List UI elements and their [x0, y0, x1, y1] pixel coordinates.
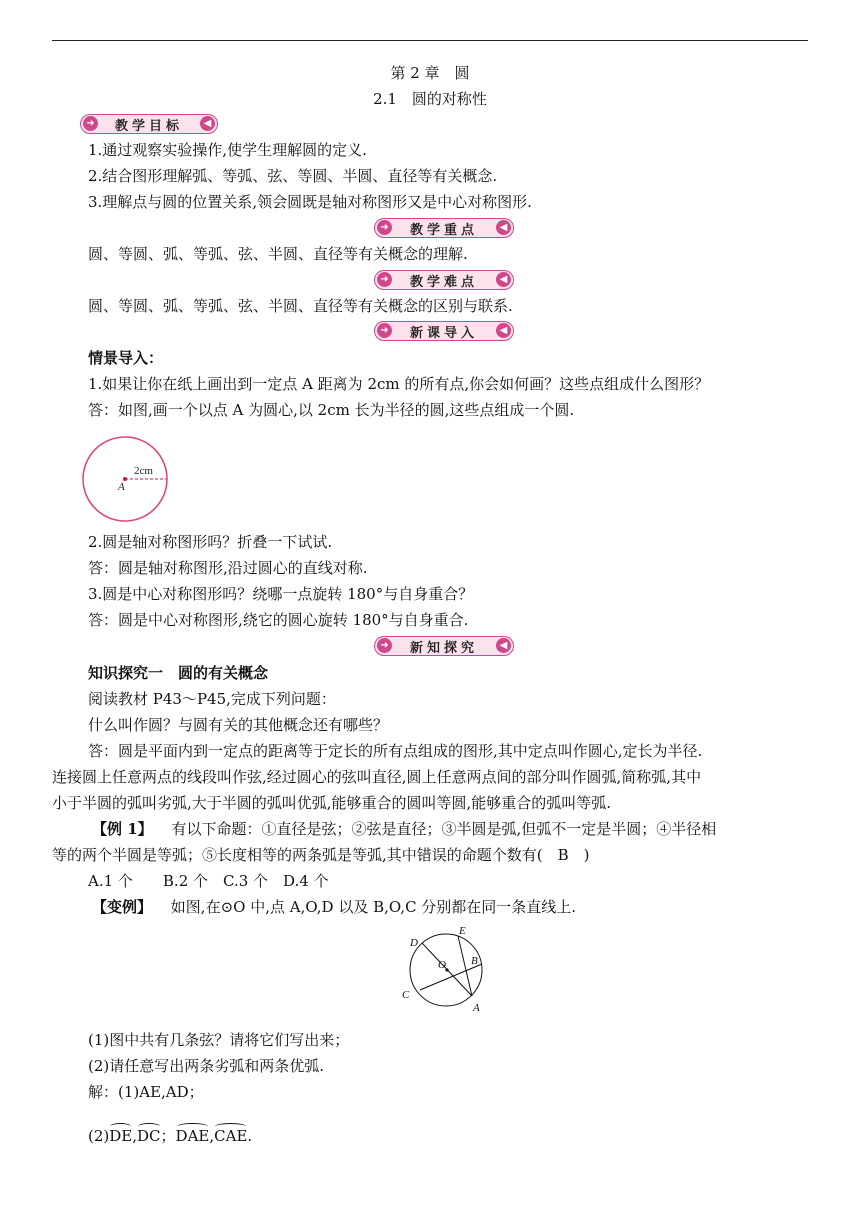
example-1-tag: 【例 1】: [92, 820, 153, 838]
intro-a2: 答：圆是轴对称图形,沿过圆心的直线对称.: [88, 559, 368, 577]
variant-line: [92, 897, 576, 917]
explore-answer-2: 连接圆上任意两点的线段叫作弦,经过圆心的弦叫直径,圆上任意两点间的部分叫作圆弧,简称弧,其中: [52, 768, 702, 786]
arrow-right-icon: ➜: [377, 323, 392, 338]
explore-answer-3: 小于半圆的弧叫劣弧,大于半圆的弧叫优弧,能够重合的圆叫等圆,能够重合的弧叫等弧.: [52, 794, 612, 812]
arc-DE: DE: [109, 1127, 133, 1145]
arrow-right-icon: ➜: [377, 272, 392, 287]
badge-difficulties: ➜ 教学难点 ◀: [374, 270, 514, 290]
arrow-right-icon: ➜: [377, 638, 392, 653]
arrow-right-icon: ➜: [83, 116, 98, 131]
sub-question-1: (1)图中共有几条弦？请将它们写出来；: [88, 1031, 350, 1049]
label-E: E: [459, 925, 466, 937]
variant-tag: 【变例】: [92, 898, 153, 916]
explore-heading: 知识探究一 圆的有关概念: [88, 664, 269, 682]
intro-q3: 3.圆是中心对称图形吗？绕哪一点旋转 180°与自身重合？: [88, 585, 474, 603]
arrow-left-icon: ◀: [496, 638, 511, 653]
chord-CB: [420, 964, 482, 990]
arc-DAE: DAE: [175, 1127, 210, 1145]
arrow-left-icon: ◀: [496, 220, 511, 235]
arc-DC: DC: [137, 1127, 161, 1145]
badge-explore: ➜ 新知探究 ◀: [374, 636, 514, 656]
badge-teaching-goals: ➜ 教学目标 ◀: [80, 114, 218, 134]
section-title: 2.1 圆的对称性: [373, 90, 487, 108]
header-rule: [52, 40, 808, 41]
sub-question-2: (2)请任意写出两条劣弧和两条优弧.: [88, 1057, 325, 1075]
explore-answer-1: 答：圆是平面内到一定点的距离等于定长的所有点组成的图形,其中定点叫作圆心,定长为半径.: [88, 742, 703, 760]
label-A: A: [473, 1002, 480, 1014]
label-B: B: [471, 955, 478, 967]
intro-q2: 2.圆是轴对称图形吗？折叠一下试试.: [88, 533, 333, 551]
radius-label: 2cm: [134, 465, 153, 477]
circle-figure-1: [80, 434, 172, 524]
goal-1: 1.通过观察实验操作,使学生理解圆的定义.: [88, 141, 367, 159]
arrow-right-icon: ➜: [377, 220, 392, 235]
difficulties-text: 圆、等圆、弧、等弧、弦、半圆、直径等有关概念的区别与联系.: [88, 297, 513, 315]
arrow-left-icon: ◀: [496, 272, 511, 287]
label-C: C: [402, 989, 410, 1001]
example-1-text: 有以下命题：①直径是弦；②弦是直径；③半圆是弧,但弧不一定是半圆；④半径相: [171, 820, 717, 838]
intro-q1: 1.如果让你在纸上画出到一定点 A 距离为 2cm 的所有点,你会如何画？这些点组成什么图形？: [88, 375, 710, 393]
explore-question: 什么叫作圆？与圆有关的其他概念还有哪些？: [88, 716, 389, 734]
example-1-line2: 等的两个半圆是等弧；⑤长度相等的两条弧是等弧,其中错误的命题个数有( B ): [52, 846, 590, 864]
example-1-line1: [92, 819, 716, 839]
intro-a1: 答：如图,画一个以点 A 为圆心,以 2cm 长为半径的圆,这些点组成一个圆.: [88, 401, 575, 419]
center-label: A: [118, 481, 125, 493]
arrow-left-icon: ◀: [496, 323, 511, 338]
goal-3: 3.理解点与圆的位置关系,领会圆既是轴对称图形又是中心对称图形.: [88, 193, 532, 211]
intro-a3: 答：圆是中心对称图形,绕它的圆心旋转 180°与自身重合.: [88, 611, 469, 629]
solution-2: (2)DE,DC；DAE,CAE.: [88, 1127, 253, 1145]
chapter-title: 第 2 章 圆: [390, 64, 470, 82]
arc-CAE: CAE: [214, 1127, 248, 1145]
example-1-options: A.1 个 B.2 个 C.3 个 D.4 个: [88, 872, 329, 890]
badge-new-lesson: ➜ 新课导入 ◀: [374, 321, 514, 341]
arrow-left-icon: ◀: [200, 116, 215, 131]
label-D: D: [410, 937, 418, 949]
solution-1: 解：(1)AE,AD；: [88, 1083, 204, 1101]
explore-read: 阅读教材 P43～P45,完成下列问题：: [88, 690, 336, 708]
variant-text: 如图,在⊙O 中,点 A,O,D 以及 B,O,C 分别都在同一条直线上.: [170, 898, 577, 916]
goal-2: 2.结合图形理解弧、等弧、弦、等圆、半圆、直径等有关概念.: [88, 167, 498, 185]
chord-AE: [458, 936, 472, 996]
label-O: O: [438, 959, 446, 971]
circle-figure-2: [398, 924, 494, 1016]
badge-key-points: ➜ 教学重点 ◀: [374, 218, 514, 238]
key-points-text: 圆、等圆、弧、等弧、弦、半圆、直径等有关概念的理解.: [88, 245, 468, 263]
intro-heading: 情景导入：: [88, 349, 164, 367]
